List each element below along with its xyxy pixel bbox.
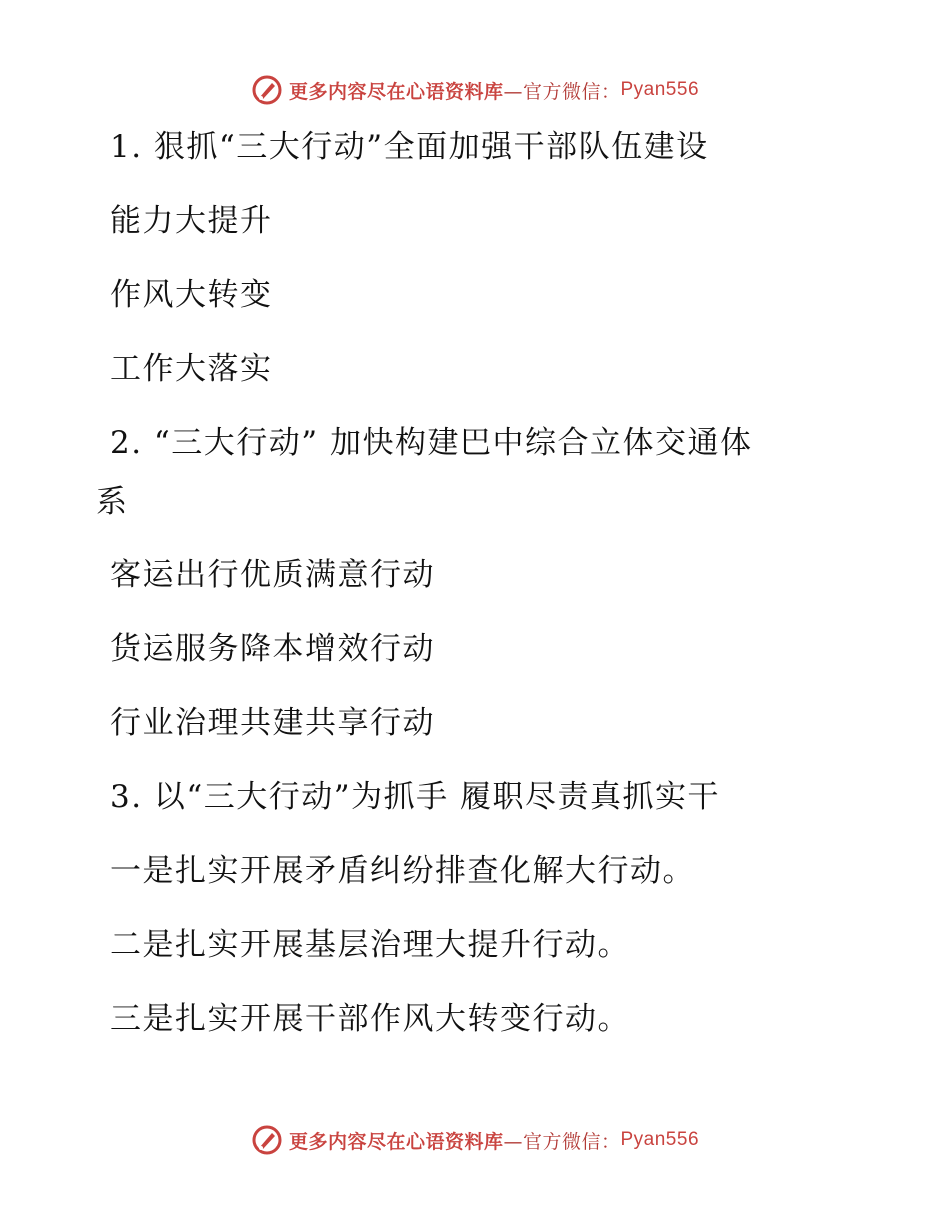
header-watermark <box>0 70 950 110</box>
pen-logo-icon <box>251 74 283 106</box>
heading-1: 1. 狠抓“三大行动”全面加强干部队伍建设 <box>110 129 709 165</box>
pen-logo-icon <box>251 1124 283 1156</box>
watermark-wechat-id: Pyan556 <box>620 79 700 100</box>
watermark-wechat-id: Pyan556 <box>620 1129 700 1150</box>
list-item: 货运服务降本增效行动 <box>110 631 435 667</box>
heading-2: 2. “三大行动” 加快构建巴中综合立体交通体 <box>110 425 753 461</box>
heading-2-continuation: 系 <box>96 484 129 520</box>
footer-watermark <box>0 1120 950 1160</box>
list-item: 一是扎实开展矛盾纠纷排查化解大行动。 <box>110 853 695 889</box>
watermark-sub-text: —官方微信： <box>503 1130 621 1153</box>
watermark-main-text: 更多内容尽在心语资料库 <box>288 1130 504 1153</box>
list-item: 工作大落实 <box>110 351 273 387</box>
list-item: 行业治理共建共享行动 <box>110 705 435 741</box>
list-item: 作风大转变 <box>110 277 273 313</box>
list-item: 客运出行优质满意行动 <box>110 557 435 593</box>
list-item: 三是扎实开展干部作风大转变行动。 <box>110 1001 630 1037</box>
watermark-sub-text: —官方微信： <box>503 80 621 103</box>
list-item: 能力大提升 <box>110 203 273 239</box>
list-item: 二是扎实开展基层治理大提升行动。 <box>110 927 630 963</box>
watermark-main-text: 更多内容尽在心语资料库 <box>288 80 504 103</box>
heading-3: 3. 以“三大行动”为抓手 履职尽责真抓实干 <box>110 779 720 815</box>
